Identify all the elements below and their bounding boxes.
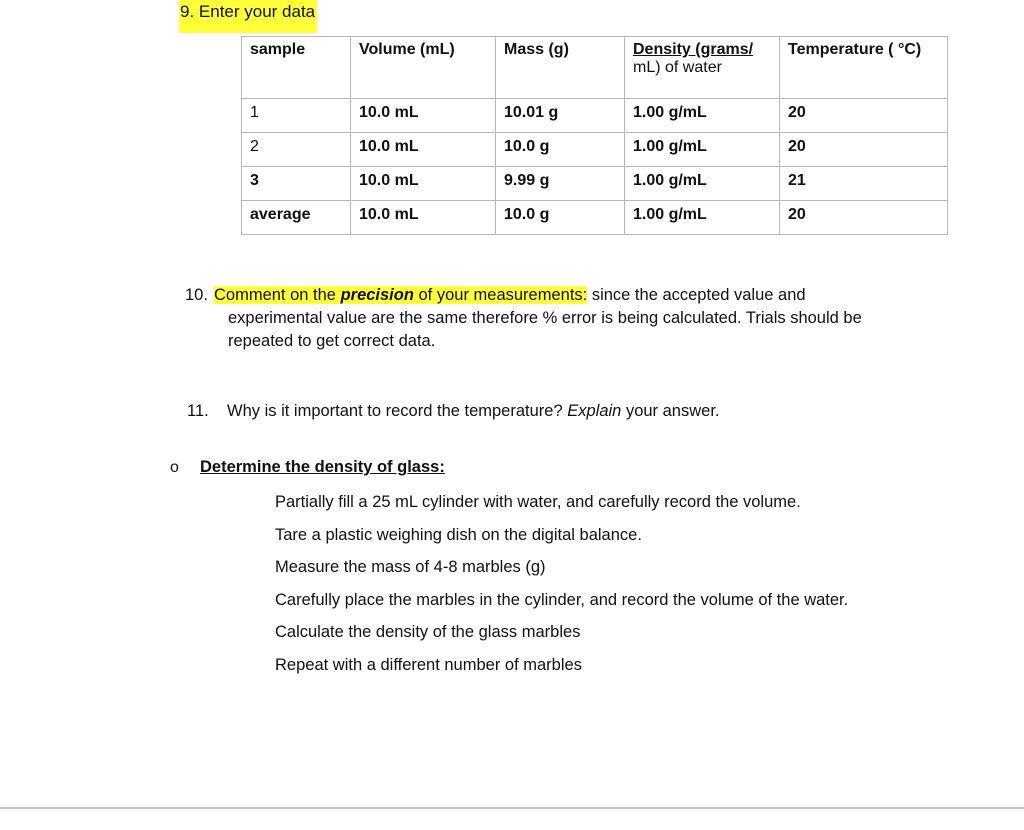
cell-volume: 10.0 mL <box>351 133 496 167</box>
cell-sample: 1 <box>242 99 351 133</box>
list-item: Tare a plastic weighing dish on the digital balance. <box>275 525 642 544</box>
cell-density: 1.00 g/mL <box>625 99 780 133</box>
table-row <box>242 133 948 167</box>
header-mass: Mass (g) <box>496 37 625 99</box>
cell-mass: 10.01 g <box>496 99 625 133</box>
question-10-line1 <box>185 284 925 307</box>
data-table <box>241 36 948 235</box>
header-sample: sample <box>242 37 351 99</box>
cell-volume: 10.0 mL <box>351 201 496 235</box>
table-row <box>242 99 948 133</box>
cell-density: 1.00 g/mL <box>625 201 780 235</box>
question-10-answer-line2: experimental value are the same therefore % error is being calculated. Trials should be <box>228 309 862 327</box>
question-10-answer-line3: repeated to get correct data. <box>228 332 436 350</box>
page-bottom-divider <box>0 807 1024 809</box>
question-10-answer-line1: since the accepted value and <box>587 286 806 304</box>
list-item: Carefully place the marbles in the cylinder, and record the volume of the water. <box>275 590 849 609</box>
header-density <box>625 37 780 99</box>
cell-volume: 10.0 mL <box>351 99 496 133</box>
cell-sample: average <box>242 201 351 235</box>
cell-temperature: 20 <box>780 99 948 133</box>
cell-mass: 9.99 g <box>496 167 625 201</box>
cell-mass: 10.0 g <box>496 201 625 235</box>
question-10-number: 10. <box>185 286 208 304</box>
question-11 <box>187 400 720 423</box>
list-item: Partially fill a 25 mL cylinder with water, and carefully record the volume. <box>275 493 801 511</box>
question-10-prompt-emphasis: precision <box>340 286 414 304</box>
bullet-icon: o <box>170 459 179 476</box>
table-header-row <box>242 37 948 99</box>
question-11-text-part2: your answer. <box>621 402 720 420</box>
cell-temperature: 20 <box>780 201 948 235</box>
question-9-heading: 9. Enter your data <box>179 0 317 33</box>
cell-density: 1.00 g/mL <box>625 167 780 201</box>
list-item: Repeat with a different number of marbles <box>275 655 582 674</box>
question-11-text-part1: Why is it important to record the temperature? <box>227 402 568 420</box>
question-10-prompt <box>214 286 587 304</box>
cell-mass: 10.0 g <box>496 133 625 167</box>
table-row <box>242 167 948 201</box>
glass-steps-list <box>275 486 848 681</box>
cell-temperature: 20 <box>780 133 948 167</box>
list-item: Measure the mass of 4-8 marbles (g) <box>275 558 546 576</box>
list-item: Calculate the density of the glass marbles <box>275 623 581 641</box>
header-volume: Volume (mL) <box>351 37 496 99</box>
cell-temperature: 21 <box>780 167 948 201</box>
question-11-text-emphasis: Explain <box>567 402 622 420</box>
table-row <box>242 201 948 235</box>
cell-sample: 2 <box>242 133 351 167</box>
question-11-number: 11. <box>187 402 209 420</box>
question-10-prompt-part1: Comment on the <box>214 286 341 304</box>
cell-volume: 10.0 mL <box>351 167 496 201</box>
question-10-prompt-part2: of your measurements: <box>413 286 588 304</box>
glass-density-title: Determine the density of glass: <box>200 458 445 476</box>
header-temperature: Temperature ( °C) <box>780 37 948 99</box>
question-10 <box>185 284 925 353</box>
header-density-part2: mL) of water <box>633 59 722 76</box>
header-density-part1: Density (grams/ <box>633 41 754 58</box>
cell-sample: 3 <box>242 167 351 201</box>
cell-density: 1.00 g/mL <box>625 133 780 167</box>
